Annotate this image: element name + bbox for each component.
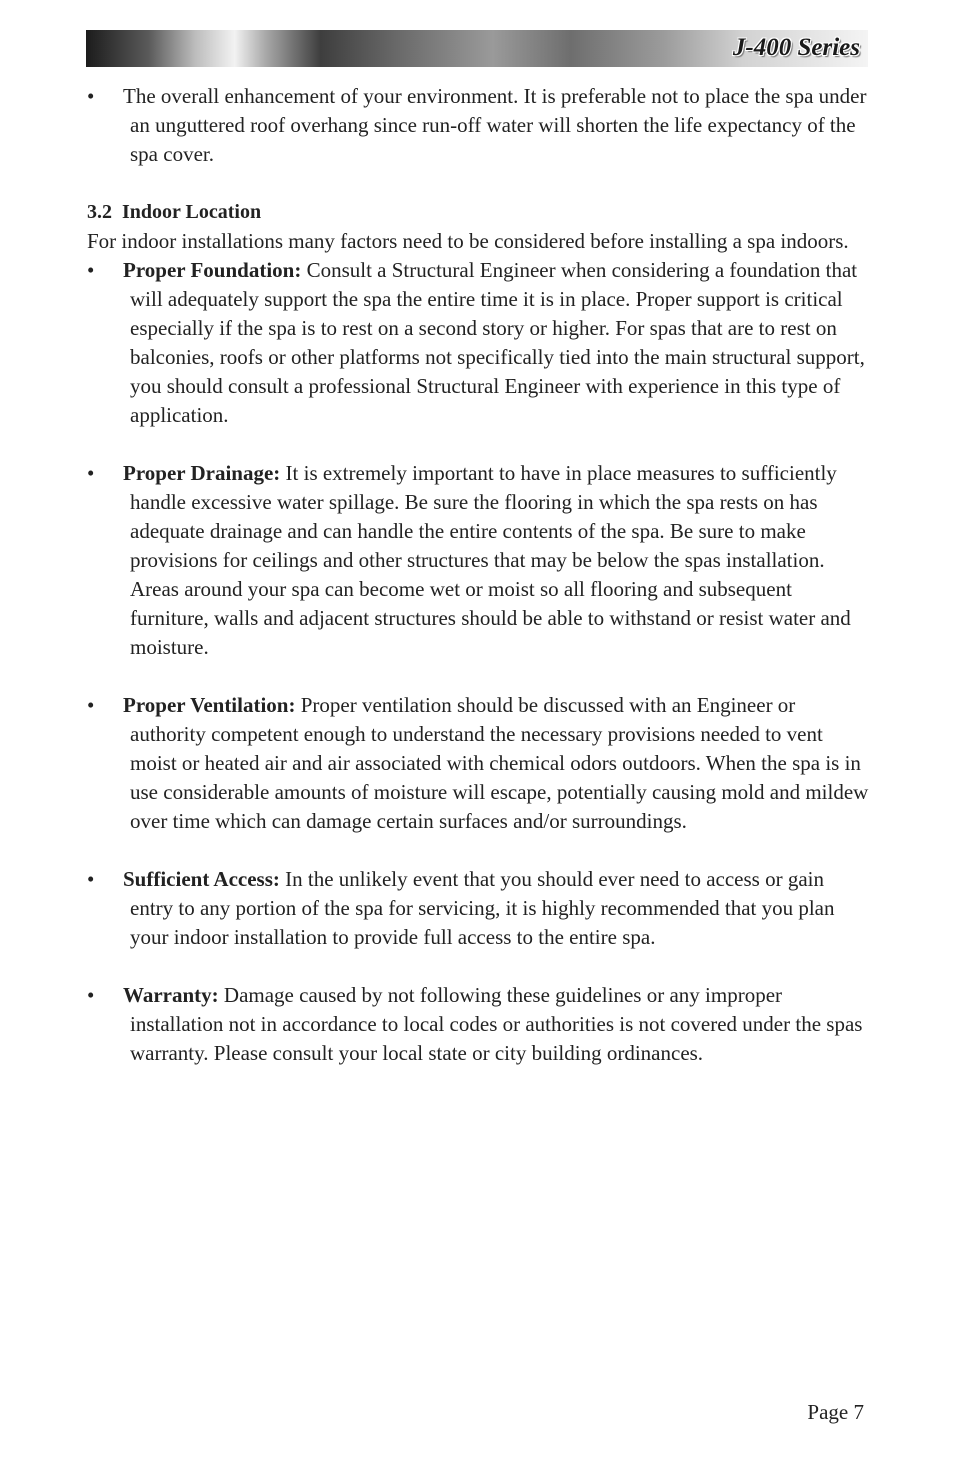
bullet-body: Damage caused by not following these guidelines or any improper installation not in accordance to local codes or authorities is not covered under the spas warranty. Please consult your local state or city building ordinances. — [130, 983, 863, 1065]
bullet-icon: • — [87, 461, 95, 485]
bullet-access — [87, 865, 872, 952]
page-number: Page 7 — [807, 1400, 864, 1424]
bullet-lead: Proper Foundation: — [123, 258, 302, 282]
bullet-icon: • — [87, 693, 95, 717]
page-content — [87, 82, 872, 1068]
bullet-lead: Proper Ventilation: — [123, 693, 296, 717]
bullet-environment — [87, 82, 872, 169]
bullet-body: It is extremely important to have in place measures to sufficiently handle excessive water spillage. Be sure the flooring in which the spa rests on has adequate drainage and can handle the entire contents of the spa. Be sure to make provisions for ceilings and other structures that may be below the spas installation. Areas around your spa can become wet or moist so all flooring and subsequent furniture, walls and adjacent structures should be able to withstand or resist water and moisture. — [130, 461, 851, 659]
section-heading: 3.2 Indoor Location — [87, 201, 262, 223]
bullet-warranty — [87, 981, 872, 1068]
bullet-icon: • — [87, 84, 95, 108]
bullet-foundation — [87, 256, 872, 430]
bullet-body: In the unlikely event that you should ever need to access or gain entry to any portion of the spa for servicing, it is highly recommended that you plan your indoor installation to provide full access to the entire spa. — [130, 867, 835, 949]
bullet-icon: • — [87, 258, 95, 282]
bullet-body: Proper ventilation should be discussed with an Engineer or authority competent enough to understand the necessary provisions needed to vent moist or heated air and air associated with chemical odors outdoors. When the spa is in use considerable amounts of moisture will escape, potentially causing mold and mildew over time which can damage certain surfaces and/or surroundings. — [130, 693, 869, 833]
bullet-lead: Sufficient Access: — [123, 867, 280, 891]
bullet-lead: Warranty: — [123, 983, 219, 1007]
bullet-ventilation — [87, 691, 872, 836]
bullet-drainage — [87, 459, 872, 662]
section-intro: For indoor installations many factors need to be considered before installing a spa indoors. — [87, 229, 849, 253]
bullet-icon: • — [87, 983, 95, 1007]
bullet-text: The overall enhancement of your environment. It is preferable not to place the spa under an unguttered roof overhang since run-off water will shorten the life expectancy of the spa cover. — [123, 84, 867, 166]
bullet-body: Consult a Structural Engineer when considering a foundation that will adequately support the spa the entire time it is in place. Proper support is critical especially if the spa is to rest on a second story or higher. For spas that are to rest on balconies, roofs or other platforms not specifically tied into the main structural support, you should consult a professional Structural Engineer with experience in this type of application. — [130, 258, 865, 427]
bullet-lead: Proper Drainage: — [123, 461, 281, 485]
series-title: J-400 Series — [732, 34, 860, 61]
header-bar — [86, 30, 868, 67]
bullet-icon: • — [87, 867, 95, 891]
